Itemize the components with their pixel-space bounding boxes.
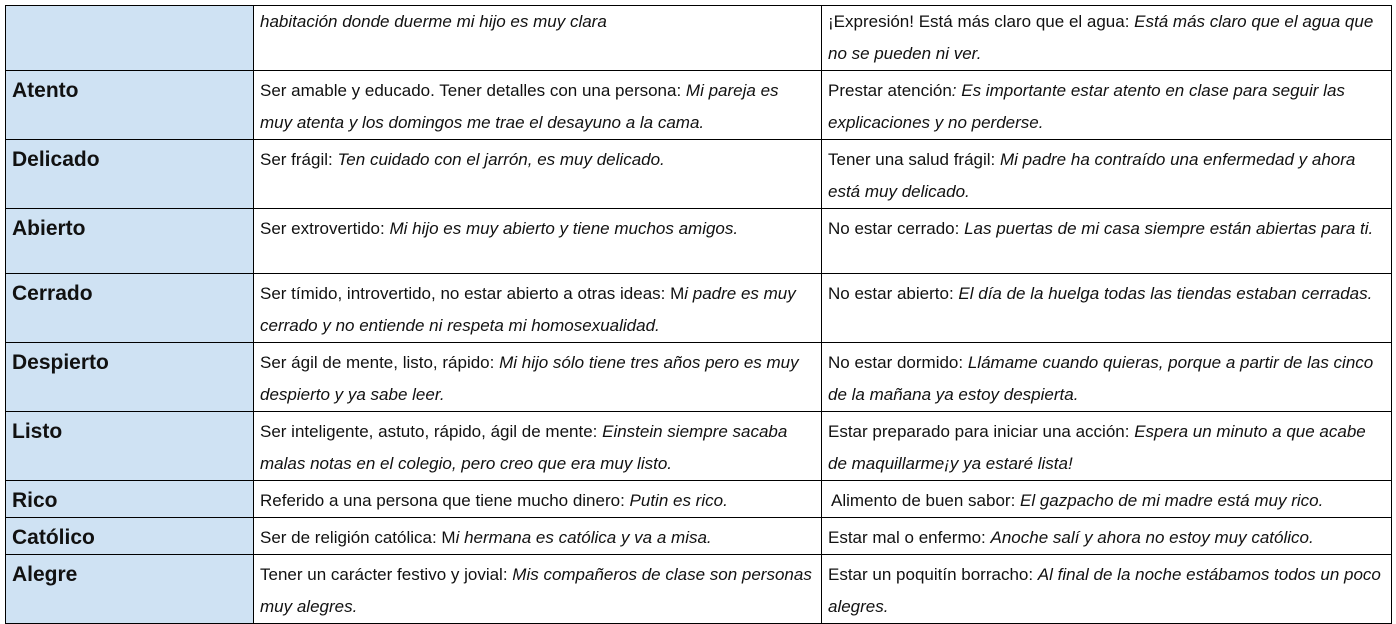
meaning-text: Ser extrovertido:	[260, 219, 390, 238]
word-cell	[6, 6, 254, 71]
example-text: Mi hijo es muy abierto y tiene muchos amigos.	[389, 219, 739, 238]
word-cell: Atento	[6, 71, 254, 140]
word-cell: Rico	[6, 481, 254, 518]
meaning-text: ¡Expresión! Está más claro que el agua:	[828, 12, 1135, 31]
example-text: Espera un minuto a que acabe de maquillarme¡y ya estaré lista!	[828, 422, 1366, 473]
meaning-2-cell	[822, 555, 1392, 624]
meaning-1-cell	[254, 209, 822, 274]
word-cell: Abierto	[6, 209, 254, 274]
meaning-text: Estar un poquitín borracho:	[828, 565, 1038, 584]
table-row	[6, 343, 1392, 412]
example-text: Mis compañeros de clase son personas muy alegres.	[260, 565, 812, 616]
example-text: Mi padre ha contraído una enfermedad y ahora está muy delicado.	[828, 150, 1356, 201]
table-row	[6, 518, 1392, 555]
example-text: : Es importante estar atento en clase para seguir las explicaciones y no perderse.	[828, 81, 1345, 132]
meaning-1-cell	[254, 481, 822, 518]
meaning-2-cell	[822, 209, 1392, 274]
table-row	[6, 481, 1392, 518]
example-text: Mi pareja es muy atenta y los domingos me trae el desayuno a la cama.	[260, 81, 779, 132]
example-text: Putin es rico.	[629, 491, 728, 510]
example-text: Las puertas de mi casa siempre están abiertas para ti.	[964, 219, 1374, 238]
meaning-text: Tener un carácter festivo y jovial:	[260, 565, 513, 584]
vocabulary-table	[5, 5, 1392, 624]
table-row	[6, 6, 1392, 71]
table-row	[6, 412, 1392, 481]
meaning-text: Ser frágil:	[260, 150, 338, 169]
word-cell: Delicado	[6, 140, 254, 209]
meaning-1-cell	[254, 71, 822, 140]
meaning-2-cell	[822, 343, 1392, 412]
meaning-text: No estar abierto:	[828, 284, 959, 303]
example-text: Está más claro que el agua que no se pueden ni ver.	[828, 12, 1374, 63]
word-cell: Alegre	[6, 555, 254, 624]
example-text: El día de la huelga todas las tiendas estaban cerradas.	[958, 284, 1373, 303]
meaning-1-cell	[254, 274, 822, 343]
meaning-1-cell	[254, 412, 822, 481]
meaning-2-cell	[822, 71, 1392, 140]
meaning-1-cell	[254, 6, 822, 71]
table-row	[6, 71, 1392, 140]
word-cell: Católico	[6, 518, 254, 555]
meaning-text: Tener una salud frágil:	[828, 150, 1000, 169]
meaning-text: Estar mal o enfermo:	[828, 528, 991, 547]
table-row	[6, 555, 1392, 624]
meaning-1-cell	[254, 343, 822, 412]
example-text: Al final de la noche estábamos todos un poco alegres.	[828, 565, 1381, 616]
meaning-text: Ser tímido, introvertido, no estar abierto a otras ideas: M	[260, 284, 685, 303]
example-text: El gazpacho de mi madre está muy rico.	[1020, 491, 1324, 510]
table-row	[6, 274, 1392, 343]
example-text: Anoche salí y ahora no estoy muy católico.	[990, 528, 1314, 547]
meaning-text: Referido a una persona que tiene mucho dinero:	[260, 491, 630, 510]
meaning-1-cell	[254, 140, 822, 209]
word-cell: Cerrado	[6, 274, 254, 343]
meaning-text: Ser inteligente, astuto, rápido, ágil de mente:	[260, 422, 603, 441]
table-row	[6, 209, 1392, 274]
meaning-2-cell	[822, 481, 1392, 518]
meaning-1-cell	[254, 555, 822, 624]
meaning-2-cell	[822, 6, 1392, 71]
meaning-text: No estar dormido:	[828, 353, 968, 372]
example-text: i padre es muy cerrado y no entiende ni respeta mi homosexualidad.	[260, 284, 796, 335]
table-row	[6, 140, 1392, 209]
example-text: Ten cuidado con el jarrón, es muy delicado.	[337, 150, 665, 169]
example-text: habitación donde duerme mi hijo es muy clara	[260, 12, 607, 31]
meaning-2-cell	[822, 518, 1392, 555]
meaning-text: Ser ágil de mente, listo, rápido:	[260, 353, 500, 372]
meaning-text: Estar preparado para iniciar una acción:	[828, 422, 1135, 441]
example-text: Llámame cuando quieras, porque a partir de las cinco de la mañana ya estoy despierta.	[828, 353, 1374, 404]
meaning-2-cell	[822, 140, 1392, 209]
meaning-text: Ser de religión católica: M	[260, 528, 456, 547]
word-cell: Listo	[6, 412, 254, 481]
meaning-text: Prestar atención	[828, 81, 952, 100]
meaning-text: Alimento de buen sabor:	[831, 491, 1021, 510]
example-text: Einstein siempre sacaba malas notas en el colegio, pero creo que era muy listo.	[260, 422, 788, 473]
example-text: Mi hijo sólo tiene tres años pero es muy despierto y ya sabe leer.	[260, 353, 799, 404]
meaning-2-cell	[822, 412, 1392, 481]
meaning-2-cell	[822, 274, 1392, 343]
meaning-text: Ser amable y educado. Tener detalles con una persona:	[260, 81, 686, 100]
meaning-1-cell	[254, 518, 822, 555]
word-cell: Despierto	[6, 343, 254, 412]
vocabulary-table-container	[5, 5, 1392, 624]
meaning-text: No estar cerrado:	[828, 219, 965, 238]
example-text: i hermana es católica y va a misa.	[455, 528, 712, 547]
